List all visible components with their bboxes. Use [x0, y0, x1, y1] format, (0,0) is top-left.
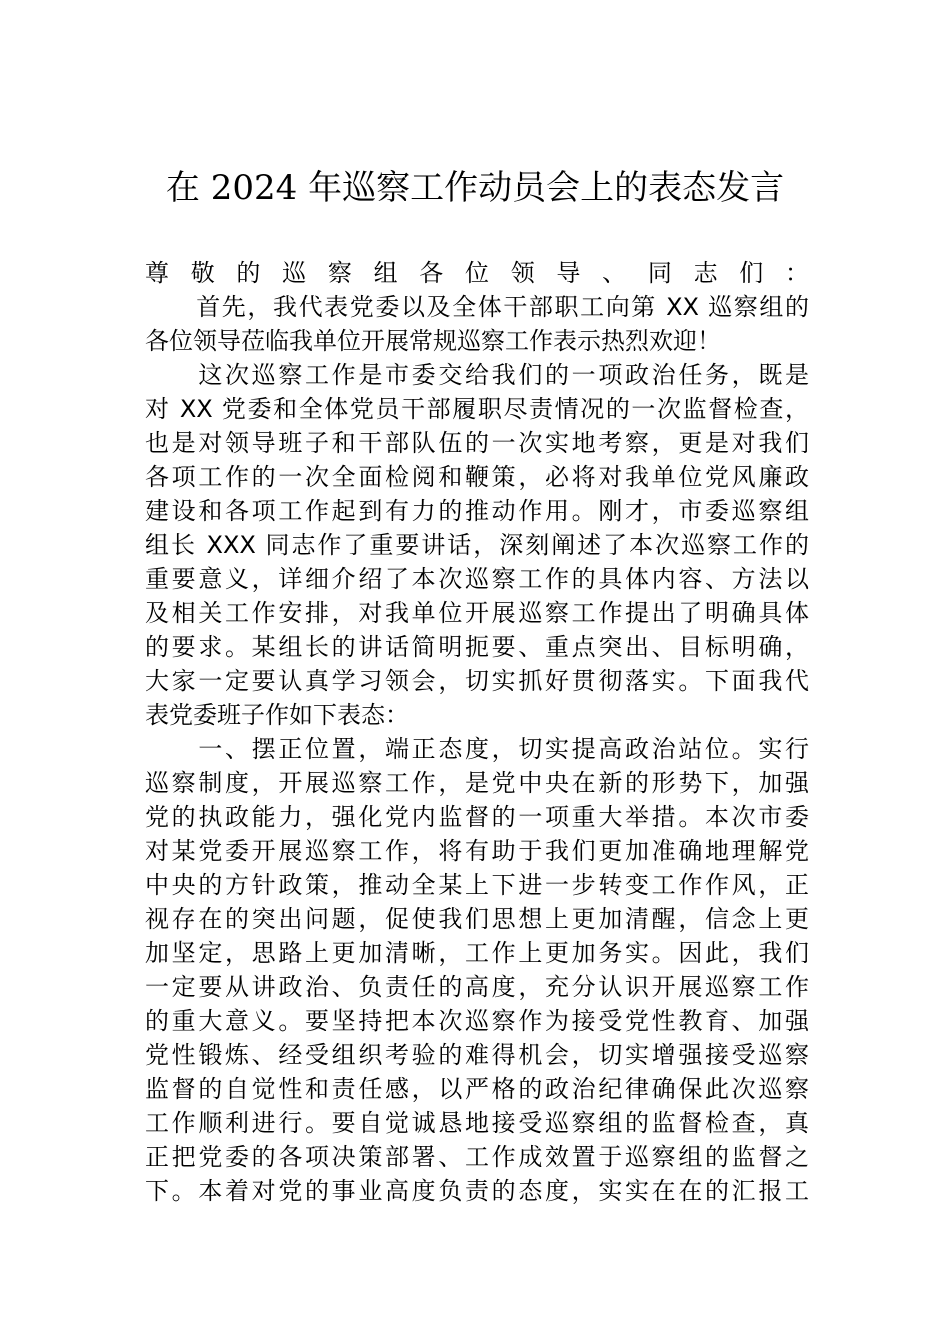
text-line: 一定要从讲政治、负责任的高度，充分认识开展巡察工作: [145, 973, 809, 1001]
document-title: 在 2024 年巡察工作动员会上的表态发言: [165, 168, 785, 208]
text-line: 党性锻炼、经受组织考验的难得机会，切实增强接受巡察: [145, 1041, 809, 1069]
text-line: 各位领导莅临我单位开展常规巡察工作表示热烈欢迎！: [145, 327, 721, 355]
text-line: 工作顺利进行。要自觉诚恳地接受巡察组的监督检查，真: [145, 1109, 809, 1137]
text-line: 也是对领导班子和干部队伍的一次实地考察，更是对我们: [145, 429, 809, 457]
text-line: 大家一定要认真学习领会，切实抓好贯彻落实。下面我代: [145, 667, 809, 695]
text-line: 的重大意义。要坚持把本次巡察作为接受党性教育、加强: [145, 1007, 809, 1035]
text-line: 视存在的突出问题，促使我们思想上更加清醒，信念上更: [145, 905, 809, 933]
text-line: 重要意义，详细介绍了本次巡察工作的具体内容、方法以: [145, 565, 809, 593]
text-line: 组长 XXX 同志作了重要讲话，深刻阐述了本次巡察工作的: [145, 531, 809, 559]
text-line: 监督的自觉性和责任感，以严格的政治纪律确保此次巡察: [145, 1075, 809, 1103]
document-body: [145, 256, 809, 1208]
text-line: 表党委班子作如下表态：: [145, 701, 409, 729]
text-line: 这次巡察工作是市委交给我们的一项政治任务，既是: [145, 361, 809, 389]
text-line: 建设和各项工作起到有力的推动作用。刚才，市委巡察组: [145, 497, 809, 525]
text-line: 下。本着对党的事业高度负责的态度，实实在在的汇报工: [145, 1177, 809, 1205]
text-line: 巡察制度，开展巡察工作，是党中央在新的形势下，加强: [145, 769, 809, 797]
text-line: 党的执政能力，强化党内监督的一项重大举措。本次市委: [145, 803, 809, 831]
text-line: 各项工作的一次全面检阅和鞭策，必将对我单位党风廉政: [145, 463, 809, 491]
text-line: 对某党委开展巡察工作，将有助于我们更加准确地理解党: [145, 837, 809, 865]
text-line: 中央的方针政策，推动全某上下进一步转变工作作风，正: [145, 871, 809, 899]
text-line: 及相关工作安排，对我单位开展巡察工作提出了明确具体: [145, 599, 809, 627]
text-line: 首先，我代表党委以及全体干部职工向第 XX 巡察组的: [145, 293, 809, 321]
text-line: 的要求。某组长的讲话简明扼要、重点突出、目标明确，: [145, 633, 809, 661]
text-line: 正把党委的各项决策部署、工作成效置于巡察组的监督之: [145, 1143, 809, 1171]
text-line: 加坚定，思路上更加清晰，工作上更加务实。因此，我们: [145, 939, 809, 967]
text-line: 一、摆正位置，端正态度，切实提高政治站位。实行: [145, 735, 809, 763]
text-line: 对 XX 党委和全体党员干部履职尽责情况的一次监督检查，: [145, 395, 809, 423]
text-line-greeting: 尊敬的巡察组各位领导、同志们：: [145, 259, 809, 287]
